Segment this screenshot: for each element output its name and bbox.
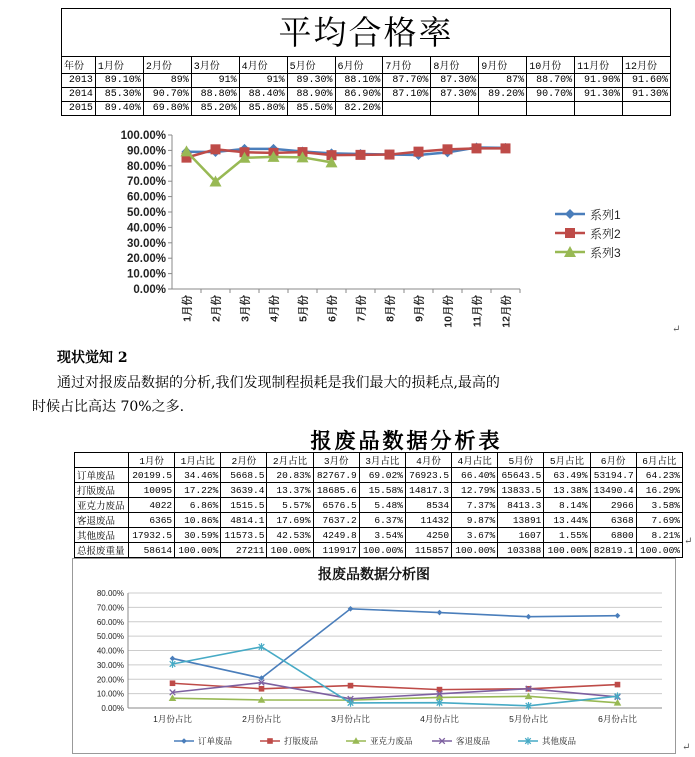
table-cell: 88.80%	[191, 88, 239, 102]
y-tick-label: 70.00%	[96, 603, 124, 613]
table1-title: 平均合格率	[61, 8, 671, 56]
table-cell: 89.30%	[287, 74, 335, 88]
legend-label: 订单废品	[198, 736, 233, 746]
table-cell: 90.70%	[143, 88, 191, 102]
pass-rate-table	[61, 56, 671, 116]
y-tick-label: 80.00%	[96, 589, 124, 598]
x-tick-label: 9月份	[413, 295, 426, 322]
table-cell: 63.49%	[544, 468, 590, 483]
y-tick-label: 60.00%	[96, 617, 124, 627]
legend-label: 亚克力废品	[370, 736, 413, 746]
scrap-chart	[72, 558, 676, 754]
table-cell: 103388	[498, 543, 544, 558]
table-cell: 87.30%	[431, 74, 479, 88]
table-cell: 91.90%	[575, 74, 623, 88]
header-cell: 1月份	[95, 57, 143, 74]
table-cell: 11432	[405, 513, 451, 528]
chart-frame	[73, 559, 676, 754]
table-cell: 4250	[405, 528, 451, 543]
x-tick-label: 1月份占比	[153, 714, 192, 724]
x-tick-label: 5月份	[297, 295, 310, 322]
table-cell: 17932.5	[128, 528, 174, 543]
header-cell: 1月份	[128, 453, 174, 468]
table-cell: 85.30%	[95, 88, 143, 102]
table-cell	[527, 102, 575, 116]
chart-title: 报废品数据分析图	[318, 566, 430, 582]
data-point	[565, 228, 575, 238]
data-point	[501, 143, 511, 153]
x-tick-label: 2月份占比	[242, 714, 281, 724]
series-line	[187, 151, 332, 181]
table-cell: 4249.8	[313, 528, 359, 543]
table-row	[75, 513, 683, 528]
y-tick-label: 50.00%	[126, 207, 166, 219]
table-cell: 3.54%	[359, 528, 405, 543]
table-cell: 3.58%	[636, 498, 682, 513]
table-cell: 17.22%	[175, 483, 221, 498]
table-cell: 3.67%	[452, 528, 498, 543]
header-cell: 3月份	[313, 453, 359, 468]
header-cell: 6月份	[335, 57, 383, 74]
table-cell: 6800	[590, 528, 636, 543]
table-cell: 91%	[239, 74, 287, 88]
data-point	[211, 144, 221, 154]
table-cell: 88.70%	[527, 74, 575, 88]
y-tick-label: 80.00%	[126, 160, 166, 173]
x-tick-label: 4月份占比	[420, 714, 459, 724]
table-cell: 42.53%	[267, 528, 313, 543]
table-cell: 89.10%	[95, 74, 143, 88]
table-cell: 90.70%	[527, 88, 575, 102]
x-tick-label: 10月份	[442, 295, 455, 328]
table-row	[75, 528, 683, 543]
table-cell	[431, 102, 479, 116]
table-cell: 89.40%	[95, 102, 143, 116]
table-cell: 5.57%	[267, 498, 313, 513]
table-cell: 8.14%	[544, 498, 590, 513]
x-tick-label: 12月份	[500, 295, 513, 328]
y-tick-label: 100.00%	[120, 130, 166, 142]
header-cell: 6月份	[590, 453, 636, 468]
x-tick-label: 5月份占比	[509, 714, 548, 724]
header-cell: 年份	[62, 57, 96, 74]
table-cell: 7.69%	[636, 513, 682, 528]
table-cell: 2014	[62, 88, 96, 102]
table-cell: 100.00%	[452, 543, 498, 558]
data-point	[615, 682, 621, 688]
y-tick-label: 50.00%	[96, 632, 124, 642]
table-cell: 17.69%	[267, 513, 313, 528]
table-cell: 89%	[143, 74, 191, 88]
table-cell: 2013	[62, 74, 96, 88]
data-point	[348, 683, 354, 689]
table-cell: 6365	[128, 513, 174, 528]
table-cell: 20199.5	[128, 468, 174, 483]
table-cell: 100.00%	[175, 543, 221, 558]
header-cell: 1月占比	[175, 453, 221, 468]
table-cell: 82819.1	[590, 543, 636, 558]
table-cell: 100.00%	[359, 543, 405, 558]
header-cell: 4月占比	[452, 453, 498, 468]
y-tick-label: 30.00%	[126, 237, 166, 250]
table-cell: 其他废品	[75, 528, 129, 543]
data-point	[259, 686, 265, 692]
table-cell: 66.40%	[452, 468, 498, 483]
table-cell: 打版废品	[75, 483, 129, 498]
table-cell: 100.00%	[636, 543, 682, 558]
table-cell: 6.37%	[359, 513, 405, 528]
y-tick-label: 20.00%	[96, 675, 124, 685]
table-cell: 8534	[405, 498, 451, 513]
header-cell: 2月份	[143, 57, 191, 74]
y-tick-label: 20.00%	[126, 253, 166, 266]
paragraph-line-1: 通过对报废品数据的分析,我们发现制程损耗是我们最大的损耗点,最高的	[57, 375, 500, 391]
y-tick-label: 10.00%	[96, 689, 124, 699]
table-cell: 1515.5	[221, 498, 267, 513]
header-cell: 5月份	[498, 453, 544, 468]
table-cell: 10095	[128, 483, 174, 498]
table-header-row	[75, 453, 683, 468]
table-cell: 119917	[313, 543, 359, 558]
return-mark-icon: ↵	[682, 742, 691, 753]
table-row	[62, 102, 671, 116]
table-cell: 15.58%	[359, 483, 405, 498]
table-row	[75, 483, 683, 498]
table-cell: 13891	[498, 513, 544, 528]
table-row	[75, 543, 683, 558]
table-cell: 13.37%	[267, 483, 313, 498]
table-cell: 30.59%	[175, 528, 221, 543]
data-point	[414, 147, 424, 157]
table-cell: 88.10%	[335, 74, 383, 88]
header-cell: 6月占比	[636, 453, 682, 468]
paragraph-line-2: 时候占比高达 70%之多.	[32, 399, 185, 415]
table-cell: 76923.5	[405, 468, 451, 483]
table-cell: 87.30%	[431, 88, 479, 102]
table-row	[62, 74, 671, 88]
table-cell: 87%	[479, 74, 527, 88]
table-cell: 69.80%	[143, 102, 191, 116]
table-cell: 18685.6	[313, 483, 359, 498]
y-tick-label: 40.00%	[126, 222, 166, 235]
table-cell: 64.23%	[636, 468, 682, 483]
y-tick-label: 40.00%	[96, 646, 124, 656]
table-cell: 115857	[405, 543, 451, 558]
x-tick-label: 4月份	[268, 295, 281, 322]
table-cell: 13.44%	[544, 513, 590, 528]
legend-label: 其他废品	[542, 736, 577, 746]
table-cell: 8.21%	[636, 528, 682, 543]
table-cell: 亚克力废品	[75, 498, 129, 513]
header-cell: 8月份	[431, 57, 479, 74]
table-cell: 53194.7	[590, 468, 636, 483]
x-tick-label: 7月份	[355, 295, 368, 322]
header-cell: 4月份	[405, 453, 451, 468]
y-tick-label: 30.00%	[96, 660, 124, 670]
table-cell: 9.87%	[452, 513, 498, 528]
table-cell: 11573.5	[221, 528, 267, 543]
table-cell: 86.90%	[335, 88, 383, 102]
header-cell: 2月占比	[267, 453, 313, 468]
table-cell: 6.86%	[175, 498, 221, 513]
data-point	[170, 680, 176, 686]
table-cell: 2966	[590, 498, 636, 513]
table-header-row	[62, 57, 671, 74]
table-cell: 10.86%	[175, 513, 221, 528]
table-cell: 13.38%	[544, 483, 590, 498]
table-cell: 82.20%	[335, 102, 383, 116]
legend-label: 系列2	[590, 227, 621, 241]
table-cell: 1.55%	[544, 528, 590, 543]
table-cell: 5.48%	[359, 498, 405, 513]
table-cell: 客退废品	[75, 513, 129, 528]
legend-label: 系列3	[590, 246, 621, 260]
table-row	[75, 498, 683, 513]
table-cell: 87.10%	[383, 88, 431, 102]
legend-label: 客退废品	[456, 736, 491, 746]
header-cell: 3月份	[191, 57, 239, 74]
table-cell: 27211	[221, 543, 267, 558]
header-cell	[75, 453, 129, 468]
table-cell: 6576.5	[313, 498, 359, 513]
header-cell: 7月份	[383, 57, 431, 74]
x-tick-label: 3月份	[239, 295, 252, 322]
table-cell: 91%	[191, 74, 239, 88]
return-mark-icon: ↵	[684, 536, 693, 547]
table-cell: 87.70%	[383, 74, 431, 88]
pass-rate-chart	[62, 118, 672, 340]
y-tick-label: 10.00%	[126, 268, 166, 281]
data-point	[443, 144, 453, 154]
y-tick-label: 0.00%	[101, 704, 124, 713]
table-cell: 总报废重量	[75, 543, 129, 558]
y-tick-label: 60.00%	[126, 191, 166, 204]
table-cell: 订单废品	[75, 468, 129, 483]
x-tick-label: 2月份	[210, 295, 223, 322]
table-cell: 12.79%	[452, 483, 498, 498]
legend-label: 系列1	[590, 208, 621, 222]
table-cell: 34.46%	[175, 468, 221, 483]
header-cell: 3月占比	[359, 453, 405, 468]
data-point	[385, 150, 395, 160]
header-cell: 4月份	[239, 57, 287, 74]
scrap-table	[74, 452, 683, 558]
table-cell: 3639.4	[221, 483, 267, 498]
table-cell: 13490.4	[590, 483, 636, 498]
table-cell	[575, 102, 623, 116]
table2-title: 报废品数据分析表	[310, 428, 503, 453]
x-tick-label: 6月份占比	[598, 714, 637, 724]
header-cell: 2月份	[221, 453, 267, 468]
data-point	[356, 150, 366, 160]
data-point	[267, 738, 273, 744]
table-cell: 85.20%	[191, 102, 239, 116]
table-cell: 100.00%	[267, 543, 313, 558]
table-cell: 91.30%	[575, 88, 623, 102]
data-point	[472, 143, 482, 153]
y-tick-label: 70.00%	[126, 176, 166, 189]
x-tick-label: 1月份	[181, 295, 194, 322]
data-point	[565, 209, 575, 219]
header-cell: 5月份	[287, 57, 335, 74]
table-cell: 14817.3	[405, 483, 451, 498]
table-cell: 4022	[128, 498, 174, 513]
table-cell: 85.50%	[287, 102, 335, 116]
header-cell: 5月占比	[544, 453, 590, 468]
x-tick-label: 3月份占比	[331, 714, 370, 724]
table-cell: 58614	[128, 543, 174, 558]
table-cell: 69.02%	[359, 468, 405, 483]
return-mark-icon: ↵	[672, 324, 681, 335]
legend-label: 打版废品	[284, 736, 319, 746]
table-cell: 89.20%	[479, 88, 527, 102]
table-cell: 16.29%	[636, 483, 682, 498]
x-tick-label: 11月份	[471, 295, 484, 328]
table-row	[75, 468, 683, 483]
table-cell: 7637.2	[313, 513, 359, 528]
table-cell	[623, 102, 671, 116]
table-cell: 88.40%	[239, 88, 287, 102]
x-tick-label: 8月份	[384, 295, 397, 322]
table-cell: 82767.9	[313, 468, 359, 483]
header-cell: 11月份	[575, 57, 623, 74]
table-cell: 8413.3	[498, 498, 544, 513]
table-cell: 13833.5	[498, 483, 544, 498]
table-cell: 85.80%	[239, 102, 287, 116]
table-cell: 20.83%	[267, 468, 313, 483]
x-tick-label: 6月份	[326, 295, 339, 322]
table-cell: 2015	[62, 102, 96, 116]
table-cell: 65643.5	[498, 468, 544, 483]
y-tick-label: 90.00%	[126, 145, 166, 158]
table-cell: 1607	[498, 528, 544, 543]
table-cell	[383, 102, 431, 116]
table-cell	[479, 102, 527, 116]
table-cell: 91.60%	[623, 74, 671, 88]
table-cell: 6368	[590, 513, 636, 528]
header-cell: 10月份	[527, 57, 575, 74]
table-cell: 4814.1	[221, 513, 267, 528]
y-tick-label: 0.00%	[133, 284, 166, 296]
header-cell: 12月份	[623, 57, 671, 74]
table-row	[62, 88, 671, 102]
table-cell: 5668.5	[221, 468, 267, 483]
header-cell: 9月份	[479, 57, 527, 74]
table-cell: 91.30%	[623, 88, 671, 102]
table-cell: 88.90%	[287, 88, 335, 102]
table-cell: 100.00%	[544, 543, 590, 558]
section-heading: 现状觉知 2	[57, 350, 128, 366]
table-cell: 7.37%	[452, 498, 498, 513]
